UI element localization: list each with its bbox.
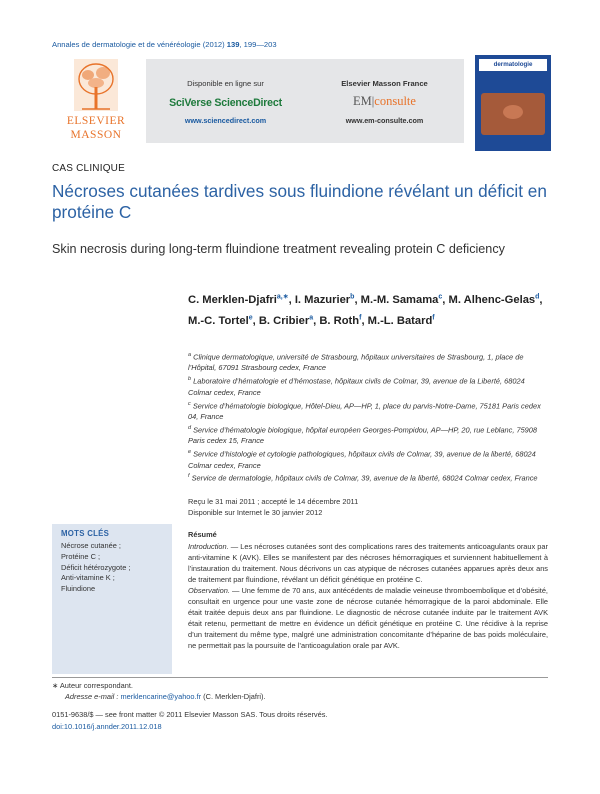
online-date: Disponible sur Internet le 30 janvier 2012 [188,508,323,517]
cover-clinical-photo [481,93,545,135]
keyword-item: Fluindione [61,584,96,594]
cover-title: dermatologie [479,59,547,71]
keyword-item: Nécrose cutanée ; [61,541,121,550]
elsevier-wordmark: ELSEVIER [66,115,126,127]
corresponding-label: Auteur correspondant. [59,681,133,690]
author[interactable]: M.-L. Batard$^f$ [367,314,435,327]
corresponding-author-footnote [52,681,548,702]
available-online-label: Disponible en ligne sur [187,79,264,88]
author[interactable]: C. Merklen-Djafri$^{a,∗}$, [188,293,295,306]
emconsulte-block[interactable] [305,59,464,143]
affiliation-list [188,350,543,485]
email-label: Adresse e-mail : [65,691,119,701]
issn-copyright-line: 0151-9638/$ — see front matter © 2011 Elsevier Masson SAS. Tous droits réservés. [52,710,328,719]
author[interactable]: M. Alhenc-Gelas$^d$, [448,293,543,306]
sciencedirect-url[interactable]: www.sciencedirect.com [184,116,267,125]
article-rubric: CAS CLINIQUE [52,163,125,174]
abstract-title: Résumé [188,530,217,539]
author[interactable]: I. Mazurier$^b$, [294,293,361,306]
masson-wordmark: MASSON [70,129,122,141]
affiliation-item: $^c$ Service d’hématologie biologique, Hôtel-Dieu, AP—HP, 1, place du parvis-Notre-Dame, 75181 Paris cedex 04, France [188,400,541,421]
introduction-lead: Introduction. [188,541,229,551]
elsevier-masson-france-label: Elsevier Masson France [341,79,428,88]
elsevier-tree-icon [74,59,118,111]
sciverse-sciencedirect-logo: SciVerse ScienceDirect [169,97,282,109]
article-title-english: Skin necrosis during long-term fluindione treatment revealing protein C deficiency [52,242,505,256]
keyword-item: Déficit hétérozygote ; [61,562,131,572]
received-accepted-date: Reçu le 31 mai 2011 ; accepté le 14 décembre 2011 [188,497,359,506]
affiliation-item: $^b$ Laboratoire d’hématologie et d’hémostase, hôpitaux civils de Colmar, 39, avenue de la Liberté, 68024 Colmar cedex, France [188,376,525,397]
copyright-block [52,709,548,732]
email-owner: (C. Merklen-Djafri). [203,691,266,701]
journal-name: Annales de dermatologie et de vénéréologie (2012) [52,40,227,49]
abstract [188,530,548,651]
affiliation-item: $^d$ Service d’hématologie biologique, hôpital européen Georges-Pompidou, AP—HP, 20, rue Leblanc, 75908 Paris cedex 15, France [188,424,538,446]
em-consulte-url[interactable]: www.em-consulte.com [345,116,424,125]
affiliation-item: $^e$ Service d’histologie et cytologie pathologiques, hôpitaux civils de Colmar, 39, avenue de la liberté, 68024 Colmar cedex, France [188,449,536,470]
em-consulte-logo [305,94,464,109]
sciencedirect-block[interactable] [146,59,305,143]
author[interactable]: B. Cribier$^a$, [258,314,320,327]
footnote-marker: ∗ [52,681,59,690]
author-list [188,288,548,330]
author[interactable]: M.-M. Samama$^c$, [360,293,449,306]
author-email-link[interactable]: merklencarine@yahoo.fr [120,691,202,701]
em-logo-part: EM| [353,94,375,108]
affiliation-item: $^f$ Service de dermatologie, hôpitaux civils de Colmar, 39, avenue de la liberté, 68024 Colmar cedex, France [188,473,538,483]
keyword-item: Anti-vitamine K ; [61,573,115,583]
journal-volume: 139 [226,40,240,49]
availability-panel [146,59,464,143]
observation-lead: Observation. [188,585,230,595]
article-dates [188,496,358,518]
keywords-box [52,524,172,674]
author[interactable]: M.-C. Tortel$^e$, [188,314,259,327]
journal-reference[interactable] [52,40,277,49]
doi-link[interactable]: doi:10.1016/j.annder.2011.12.018 [52,721,162,731]
journal-cover-thumbnail[interactable] [475,55,551,151]
footnote-divider [52,677,548,678]
abstract-introduction: Introduction. — Les nécroses cutanées sont des complications rares des traitements anticoagulants oraux par anti-vitamine K (AVK). Elles se manifestent par des nécroses hémorragiques et surviennent habituellement à l’instauration du traitement. Nous décrivons un cas atypique de nécroses cutanées apparues après deux ans de traitement par fluindione, révélant un déficit génétique en protéine C. [188,541,548,584]
journal-pages: , 199—203 [239,40,277,49]
affiliation-item: $^a$ Clinique dermatologique, université de Strasbourg, hôpitaux universitaires de Strasbourg, 1, place de l’Hôpital, 67091 Strasbourg cedex, France [188,352,524,373]
abstract-observation: Observation. — Une femme de 70 ans, aux antécédents de maladie veineuse thromboembolique et d’obésité, consultait en urgence pour une vaste zone de nécrose cutanée hémorragique de la paroi abdominale. Elle était traitée depuis deux ans par fluindione. Le diagnostic de nécrose cutanée induite par le traitement AVK était retenu, permettant de mettre en évidence un déficit génétique en protéine C. Une récidive à la reprise d’un traitement du même type, malgré une administration concomitante d’héparine de bas poids moléculaire, ne permettait pas la poursuite de l’anticoagulation orale par AVK. [188,585,548,650]
elsevier-masson-logo[interactable] [52,55,140,151]
keywords-title: MOTS CLÉS [61,529,110,538]
publisher-header [52,55,551,151]
consulte-logo-part: consulte [374,94,416,108]
author[interactable]: B. Roth$^f$, [319,314,368,327]
article-title-french: Nécroses cutanées tardives sous fluindione révélant un déficit en protéine C [52,181,547,222]
keyword-item: Protéine C ; [61,551,101,561]
